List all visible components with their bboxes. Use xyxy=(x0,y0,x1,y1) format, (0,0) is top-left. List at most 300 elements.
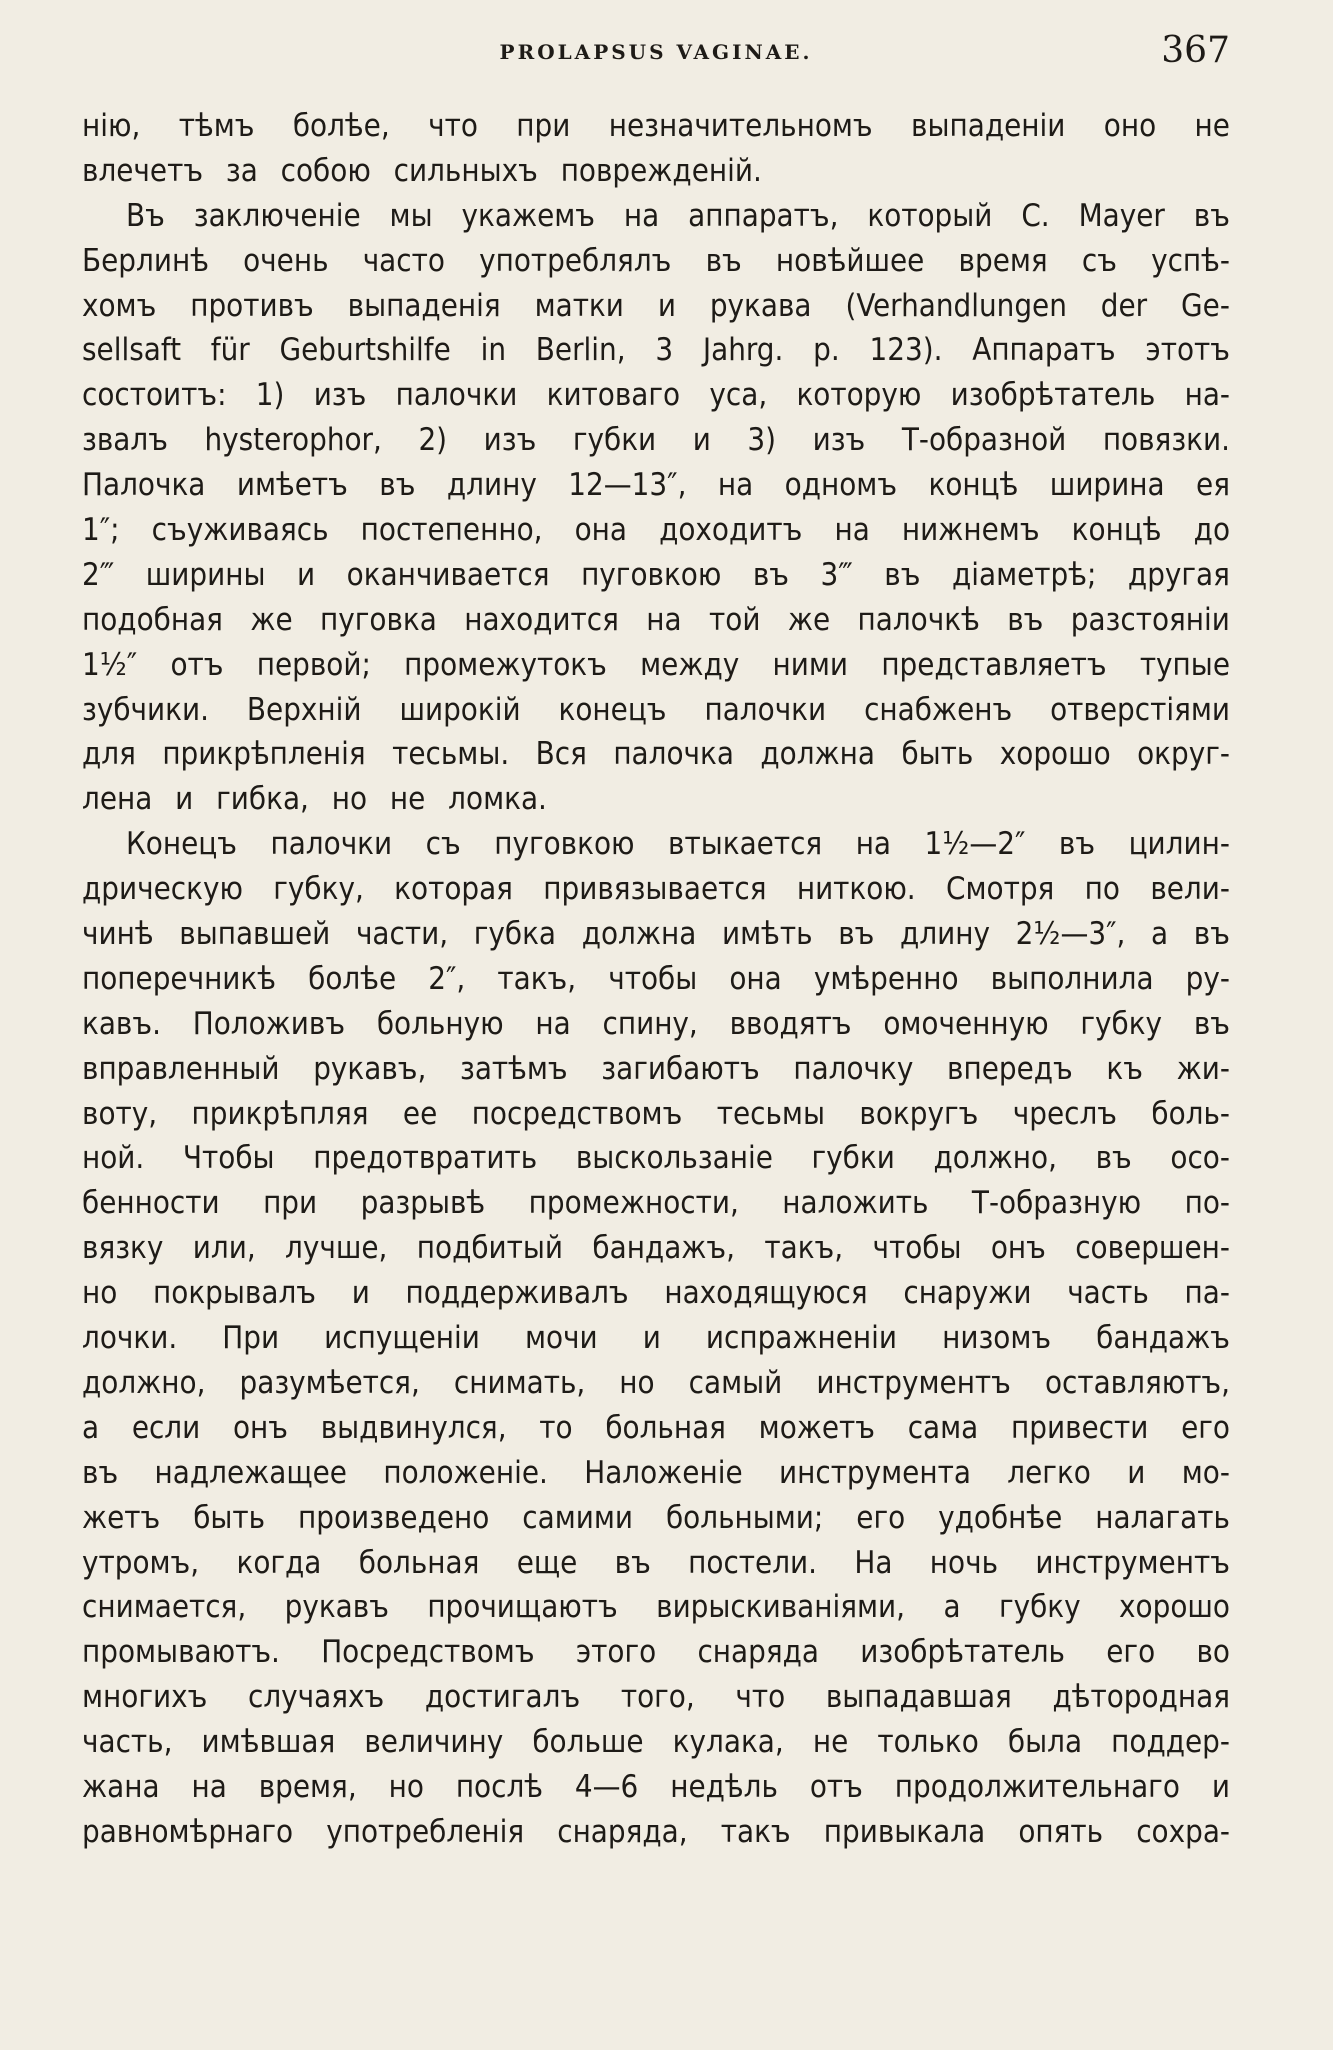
word: ее xyxy=(402,1095,438,1132)
word: что xyxy=(735,1679,786,1716)
word: въ xyxy=(379,467,416,504)
word: 2½—3″, xyxy=(1015,916,1126,953)
word: округ- xyxy=(1137,736,1230,773)
word: въ xyxy=(752,556,790,593)
word: болѣе xyxy=(308,960,397,997)
word: въ xyxy=(1095,1140,1132,1177)
word: представляетъ xyxy=(881,646,1107,683)
word: матки xyxy=(534,287,624,324)
word: еще xyxy=(516,1544,578,1581)
word: ея xyxy=(1196,467,1230,504)
word: между xyxy=(640,646,740,683)
word: и xyxy=(642,1320,661,1357)
text-line xyxy=(82,1496,1230,1541)
text-line xyxy=(82,1271,1230,1316)
word: время, xyxy=(258,1768,357,1805)
text-line: лена и гибка, но не ломка. xyxy=(82,781,547,818)
word: налагать xyxy=(1095,1499,1230,1536)
word: укажемъ xyxy=(461,197,596,234)
word: Посредствомъ xyxy=(321,1634,535,1671)
word: болѣе, xyxy=(292,108,390,144)
word: палочку xyxy=(793,1050,914,1087)
word: этотъ xyxy=(1145,332,1230,369)
word: и xyxy=(1211,1768,1230,1805)
word: бандажъ xyxy=(1096,1320,1230,1357)
word: изъ xyxy=(483,422,537,459)
text-line xyxy=(82,1047,1230,1092)
text-line xyxy=(82,1181,1230,1226)
word: чтобы xyxy=(608,960,698,997)
running-title: PROLAPSUS VAGINAE. xyxy=(499,40,813,64)
word: равномѣрнаго xyxy=(82,1813,294,1850)
text-line xyxy=(82,1765,1230,1810)
word: въ xyxy=(82,1454,119,1491)
word: наложить xyxy=(782,1185,929,1222)
word: 2) xyxy=(418,422,448,459)
word: длину xyxy=(446,467,537,504)
word: кулака, xyxy=(672,1724,784,1761)
word: доходитъ xyxy=(659,512,803,549)
word: дѣтородная xyxy=(1052,1679,1230,1716)
word: такъ xyxy=(720,1813,791,1850)
word: При xyxy=(222,1320,280,1357)
word: сохра- xyxy=(1136,1813,1230,1850)
word: многихъ xyxy=(82,1679,208,1716)
word: снабженъ xyxy=(864,691,1013,728)
word: 3) xyxy=(747,422,777,459)
text-line xyxy=(82,508,1230,553)
text-line xyxy=(82,1451,1230,1496)
word: инструментъ xyxy=(1035,1544,1230,1581)
word: Вся xyxy=(535,736,587,773)
word: хорошо xyxy=(999,736,1111,773)
word: Смотря xyxy=(946,871,1055,908)
word: 3‴ xyxy=(820,556,853,593)
word: той xyxy=(709,601,761,638)
word: Geburtshilfe xyxy=(279,332,451,369)
word: величину xyxy=(364,1724,504,1761)
word: такъ, xyxy=(764,1230,844,1267)
word: концѣ xyxy=(1071,512,1162,549)
word: прикрѣпленія xyxy=(162,736,366,773)
word: съ xyxy=(425,826,461,863)
word: звалъ xyxy=(82,422,168,459)
word: снимать, xyxy=(453,1364,586,1401)
word: сама xyxy=(907,1409,979,1446)
word: этого xyxy=(575,1634,657,1671)
word: пуговкою xyxy=(581,556,722,593)
word: а xyxy=(82,1409,100,1446)
word: поперечникѣ xyxy=(82,960,277,997)
word: покрывалъ xyxy=(153,1275,316,1312)
text-line xyxy=(82,1810,1230,1855)
word: чтобы xyxy=(872,1230,962,1267)
word: быть xyxy=(193,1499,266,1536)
word: привыкала xyxy=(823,1813,986,1850)
word: была xyxy=(1007,1724,1083,1761)
word: втыкается xyxy=(668,826,823,863)
word: на xyxy=(855,826,892,863)
word: онъ xyxy=(232,1409,288,1446)
word: онъ xyxy=(990,1230,1046,1267)
word: отъ xyxy=(170,646,224,683)
word: мо- xyxy=(1181,1454,1230,1491)
text-line xyxy=(82,688,1230,733)
word: ниткою. xyxy=(796,871,916,908)
word: его xyxy=(856,1499,906,1536)
word: то xyxy=(539,1409,573,1446)
word: Т-образную xyxy=(971,1185,1142,1222)
word: бандажъ, xyxy=(592,1230,735,1267)
word: выскользаніе xyxy=(575,1140,773,1177)
word: па- xyxy=(1184,1275,1230,1312)
word: рукавъ, xyxy=(313,1050,427,1087)
word: рукава xyxy=(709,287,812,324)
text-line xyxy=(82,1002,1230,1047)
word: воту, xyxy=(82,1095,158,1132)
word: ной. xyxy=(82,1140,145,1177)
word: аппаратъ, xyxy=(688,197,839,234)
page-number: 367 xyxy=(1161,30,1230,71)
word: больную xyxy=(376,1005,504,1042)
word: снаряда, xyxy=(557,1813,688,1850)
word: hysterophor, xyxy=(204,422,382,459)
word: должно, xyxy=(82,1364,206,1401)
word: опять xyxy=(1018,1813,1104,1850)
word: жетъ xyxy=(82,1499,161,1536)
text-line xyxy=(82,957,1230,1002)
word: по xyxy=(1084,871,1120,908)
word: Berlin, xyxy=(535,332,626,369)
word: въ xyxy=(1193,197,1230,234)
word: очень xyxy=(243,242,329,279)
word: заключеніе xyxy=(193,197,361,234)
word: широкій xyxy=(399,691,521,728)
word: 2‴ xyxy=(82,556,115,593)
word: и xyxy=(1127,1454,1146,1491)
word: употребленія xyxy=(326,1813,525,1850)
word: мы xyxy=(389,197,433,234)
word: палочкѣ xyxy=(857,601,980,638)
word: если xyxy=(131,1409,201,1446)
word: низомъ xyxy=(942,1320,1052,1357)
word: до xyxy=(1193,512,1230,549)
word: изобрѣтатель xyxy=(860,1634,1065,1671)
word: когда xyxy=(236,1544,322,1581)
word: губка xyxy=(473,916,557,953)
word: діаметрѣ; xyxy=(951,556,1097,593)
word: длину xyxy=(900,916,991,953)
word: омоченную xyxy=(883,1005,1049,1042)
word: Mayer xyxy=(1078,197,1165,234)
word: что xyxy=(428,108,478,144)
word: прикрѣпляя xyxy=(191,1095,369,1132)
word: лучше, xyxy=(285,1230,388,1267)
word: Верхній xyxy=(246,691,362,728)
word: имѣвшая xyxy=(201,1724,336,1761)
word: часть xyxy=(1067,1275,1149,1312)
word: по- xyxy=(1184,1185,1230,1222)
word: тѣмъ xyxy=(178,108,255,144)
word: Наложеніе xyxy=(584,1454,743,1491)
word: тесьмы. xyxy=(392,736,510,773)
word: недѣль xyxy=(670,1768,778,1805)
word: выдвинулся, xyxy=(320,1409,507,1446)
word: имѣетъ xyxy=(236,467,348,504)
word: при xyxy=(516,108,571,144)
text-line xyxy=(82,1630,1230,1675)
word: тесьмы xyxy=(716,1095,825,1132)
word: время xyxy=(958,242,1048,279)
word: надлежащее xyxy=(154,1454,347,1491)
word: подобная xyxy=(82,601,223,638)
word: постели. xyxy=(688,1544,818,1581)
word: изъ xyxy=(812,422,866,459)
word: бенности xyxy=(82,1185,220,1222)
word: выполнила xyxy=(990,960,1154,997)
word: легко xyxy=(1007,1454,1091,1491)
word: но xyxy=(619,1364,655,1401)
text-line xyxy=(82,867,1230,912)
word: же xyxy=(787,601,831,638)
text-line: влечетъ за собою сильныхъ поврежденій. xyxy=(82,152,762,189)
word: разрывѣ xyxy=(360,1185,486,1222)
text-line xyxy=(82,1585,1230,1630)
word: выпавшей xyxy=(179,916,331,953)
word: sellsaft xyxy=(82,332,182,369)
word: впередъ xyxy=(947,1050,1073,1087)
word: промежутокъ xyxy=(404,646,607,683)
word: испущеніи xyxy=(324,1320,480,1357)
word: Т-образной xyxy=(901,422,1067,459)
word: больная xyxy=(358,1544,480,1581)
text-line xyxy=(82,1406,1230,1451)
word: уса, xyxy=(709,377,768,414)
word: а xyxy=(943,1589,961,1626)
word: вели- xyxy=(1150,871,1230,908)
word: и xyxy=(297,556,316,593)
word: губки xyxy=(811,1140,895,1177)
text-line xyxy=(82,239,1230,284)
word: такъ, xyxy=(497,960,577,997)
word: оставляютъ, xyxy=(1044,1364,1230,1401)
word: удобнѣе xyxy=(938,1499,1063,1536)
word: достигалъ xyxy=(424,1679,581,1716)
word: случаяхъ xyxy=(247,1679,385,1716)
word: на xyxy=(646,601,682,638)
word: на xyxy=(717,467,754,504)
word: палочки xyxy=(270,826,393,863)
word: 1½—2″ xyxy=(924,826,1026,863)
word: часто xyxy=(362,242,445,279)
word: палочки xyxy=(704,691,827,728)
word: тупые xyxy=(1139,646,1230,683)
word: рукавъ xyxy=(284,1589,389,1626)
word: 1″; xyxy=(82,512,120,549)
word: которая xyxy=(394,871,513,908)
word: ру- xyxy=(1185,960,1230,997)
word: находящуюся xyxy=(664,1275,868,1312)
word: положеніе. xyxy=(383,1454,548,1491)
body-text xyxy=(82,104,1230,1855)
word: инструмента xyxy=(779,1454,971,1491)
word: лочки. xyxy=(82,1320,178,1357)
word: изъ xyxy=(313,377,367,414)
word: при xyxy=(263,1185,318,1222)
word: снимается, xyxy=(82,1589,247,1626)
word: 1½″ xyxy=(82,646,138,683)
word: 4—6 xyxy=(574,1768,639,1805)
word: находится xyxy=(464,601,619,638)
word: чинѣ xyxy=(82,916,154,953)
word: конецъ xyxy=(558,691,667,728)
word: съ xyxy=(1081,242,1117,279)
text-line xyxy=(82,1361,1230,1406)
word: палочка xyxy=(613,736,734,773)
word: p. xyxy=(813,332,840,369)
word: 2″, xyxy=(428,960,466,997)
text-line xyxy=(82,328,1230,373)
word: же xyxy=(250,601,293,638)
word: которую xyxy=(796,377,922,414)
word: испражненіи xyxy=(705,1320,898,1357)
word: поддер- xyxy=(1111,1724,1230,1761)
word: Въ xyxy=(126,197,165,234)
word: затѣмъ xyxy=(459,1050,568,1087)
word: но xyxy=(82,1275,118,1312)
word: въ xyxy=(705,242,742,279)
text-line xyxy=(82,1720,1230,1765)
word: послѣ xyxy=(455,1768,544,1805)
word: или, xyxy=(192,1230,256,1267)
word: новѣйшее xyxy=(775,242,925,279)
word: вводятъ xyxy=(729,1005,852,1042)
word: снаружи xyxy=(903,1275,1032,1312)
word: на xyxy=(623,197,660,234)
word: его xyxy=(1106,1634,1156,1671)
word: привести xyxy=(1011,1409,1149,1446)
word: цилин- xyxy=(1128,826,1230,863)
word: изобрѣтатель xyxy=(950,377,1156,414)
word: поддерживалъ xyxy=(405,1275,629,1312)
text-line xyxy=(82,598,1230,643)
word: (Verhandlungen xyxy=(845,287,1067,324)
word: промежности, xyxy=(528,1185,739,1222)
word: загибаютъ xyxy=(601,1050,760,1087)
word: ширина xyxy=(1049,467,1165,504)
word: палочки xyxy=(395,377,518,414)
word: оно xyxy=(1103,108,1157,144)
word: чреслъ xyxy=(1012,1095,1117,1132)
word: вправленный xyxy=(82,1050,280,1087)
word: прочищаютъ xyxy=(427,1589,618,1626)
word: и xyxy=(351,1275,370,1312)
word: ночь xyxy=(929,1544,999,1581)
word: губку xyxy=(998,1589,1081,1626)
word: концѣ xyxy=(928,467,1019,504)
word: а xyxy=(1151,916,1169,953)
word: части, xyxy=(355,916,449,953)
word: больше xyxy=(532,1724,644,1761)
word: не xyxy=(1194,108,1230,144)
word: его xyxy=(1181,1409,1230,1446)
word: на- xyxy=(1184,377,1230,414)
word: Ge- xyxy=(1181,287,1230,324)
text-line xyxy=(82,1226,1230,1271)
word: нію, xyxy=(82,108,141,144)
word: 1) xyxy=(255,377,285,414)
word: 12—13″, xyxy=(568,467,687,504)
word: Берлинѣ xyxy=(82,242,209,279)
word: отверстіями xyxy=(1050,691,1230,728)
word: Чтобы xyxy=(182,1140,275,1177)
word: должна xyxy=(581,916,697,953)
word: промываютъ. xyxy=(82,1634,280,1671)
word: въ xyxy=(1193,1005,1230,1042)
word: въ xyxy=(1193,916,1230,953)
word: на xyxy=(535,1005,571,1042)
word: губку xyxy=(1080,1005,1163,1042)
word: самими xyxy=(522,1499,634,1536)
word: оканчивается xyxy=(346,556,550,593)
text-line xyxy=(82,284,1230,329)
word: того, xyxy=(620,1679,695,1716)
word: кавъ. xyxy=(82,1005,161,1042)
word: китоваго xyxy=(546,377,681,414)
word: der xyxy=(1100,287,1148,324)
word: постепенно, xyxy=(360,512,543,549)
word: противъ xyxy=(190,287,314,324)
word: вязку xyxy=(82,1230,164,1267)
word: ними xyxy=(772,646,849,683)
word: привязывается xyxy=(543,871,767,908)
text-line xyxy=(82,104,1230,149)
text-line xyxy=(82,553,1230,598)
word: ширины xyxy=(145,556,266,593)
word: разумѣется, xyxy=(239,1364,420,1401)
word: только xyxy=(877,1724,979,1761)
word: разстояніи xyxy=(1070,601,1230,638)
word: снаряда xyxy=(697,1634,819,1671)
word: на xyxy=(834,512,870,549)
word: продолжительнаго xyxy=(894,1768,1180,1805)
word: но xyxy=(388,1768,424,1805)
word: жи- xyxy=(1176,1050,1230,1087)
word: 3 xyxy=(655,332,674,369)
word: зубчики. xyxy=(82,691,209,728)
word: другая xyxy=(1127,556,1230,593)
word: пуговка xyxy=(320,601,437,638)
word: на xyxy=(191,1768,227,1805)
word: въ xyxy=(1058,826,1096,863)
text-line xyxy=(82,1541,1230,1586)
word: не xyxy=(812,1724,849,1761)
text-line xyxy=(82,1092,1230,1137)
word: пуговкою xyxy=(494,826,635,863)
word: Конецъ xyxy=(126,826,237,863)
text-line xyxy=(82,373,1230,418)
word: она xyxy=(729,960,782,997)
word: употреблялъ xyxy=(479,242,672,279)
word: она xyxy=(574,512,627,549)
word: предотвратить xyxy=(313,1140,538,1177)
word: совершен- xyxy=(1075,1230,1230,1267)
word: больная xyxy=(605,1409,726,1446)
word: произведено xyxy=(298,1499,490,1536)
word: умѣренно xyxy=(813,960,959,997)
word: дрическую xyxy=(82,871,243,908)
word: хорошо xyxy=(1119,1589,1230,1626)
